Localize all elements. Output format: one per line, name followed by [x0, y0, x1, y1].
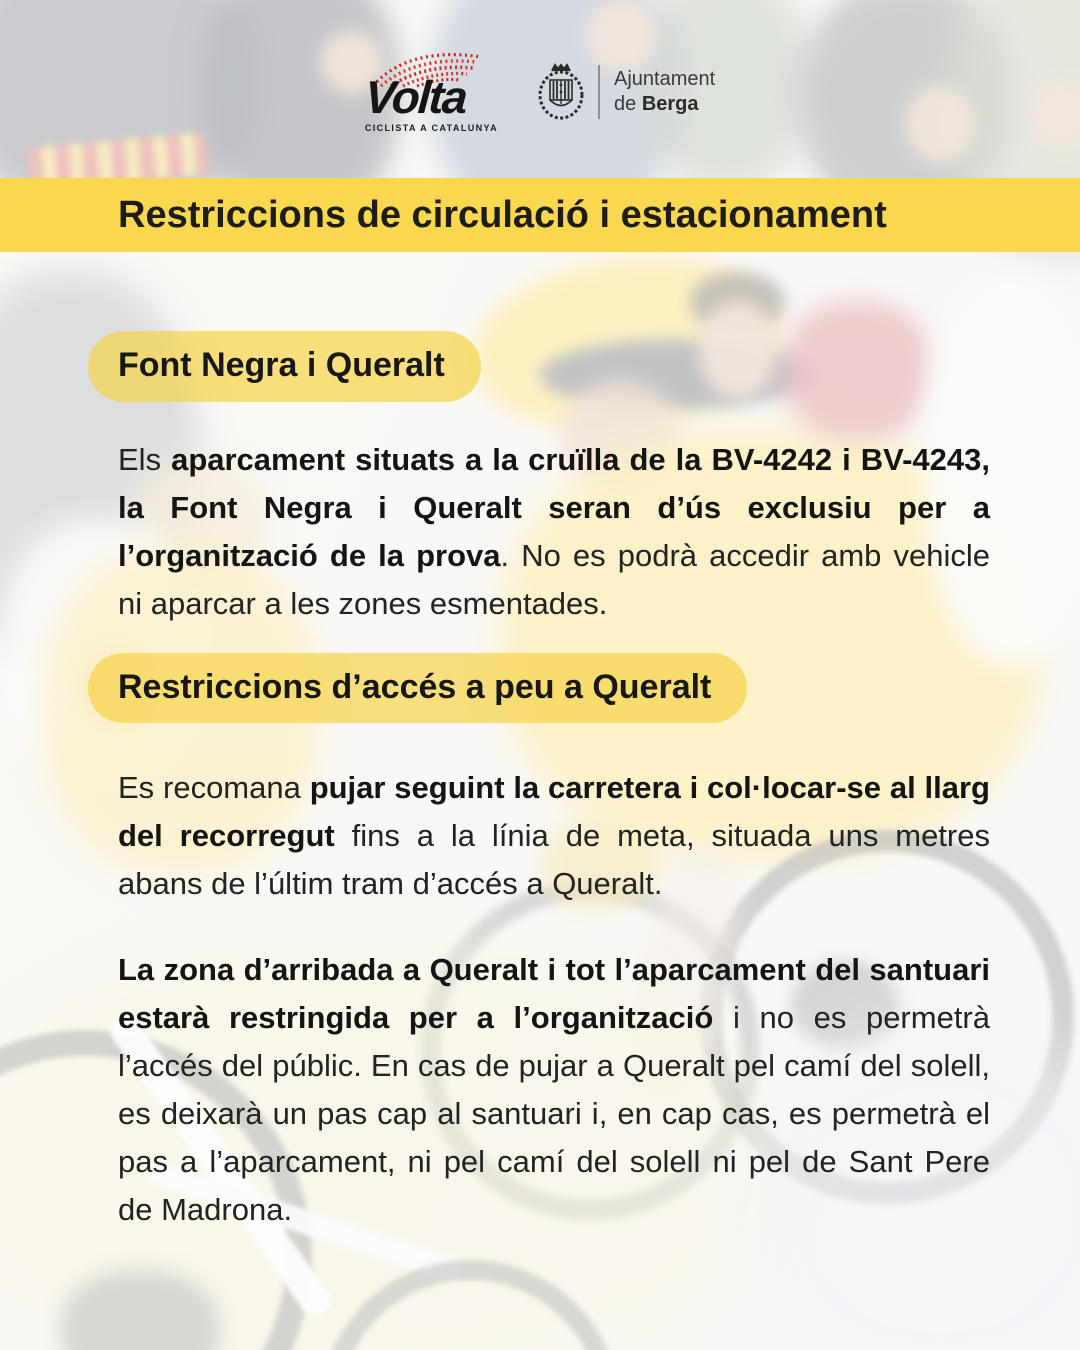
- page-title: Restriccions de circulació i estacionament: [118, 194, 887, 236]
- header-logos: [0, 50, 1080, 133]
- berga-line2-prefix: de: [614, 92, 642, 115]
- paragraph-recomanacio: Es recomana pujar seguint la carretera i col·locar-se al llarg del recorregut fins a la línia de meta, situada uns metres abans de l’últim tram d’accés a Queralt.: [118, 770, 990, 901]
- berga-line2-bold: Berga: [641, 92, 699, 115]
- title-banner: [0, 178, 1080, 252]
- berga-crest-icon: [536, 63, 586, 121]
- section-heading-pill-font-negra: [88, 331, 481, 402]
- berga-line1: Ajuntament: [614, 67, 716, 90]
- content: [0, 252, 1080, 1234]
- section-heading: Font Negra i Queralt: [118, 346, 445, 384]
- paragraph-zona-arribada: La zona d’arribada a Queralt i tot l’aparcament del santuari estarà restringida per a l’organització i no es permetrà l’accés del públic. En cas de pujar a Queralt pel camí del solell, es deixarà un pas cap al santuari i, en cap cas, es permetrà el pas a l’aparcament, ni pel camí del solell ni pel de Sant Pere de Madrona.: [118, 952, 990, 1227]
- logo-divider: [598, 65, 600, 119]
- berga-text: [614, 67, 715, 117]
- section-heading: Restriccions d’accés a peu a Queralt: [118, 667, 712, 706]
- volta-logo: [365, 50, 500, 133]
- paragraph-aparcaments: Els aparcament situats a la cruïlla de la BV-4242 i BV-4243, la Font Negra i Queralt seran d’ús exclusiu per a l’organització de la prova. No es podrà accedir amb vehicle ni aparcar a les zones esmentades.: [118, 441, 990, 621]
- volta-subtitle: CICLISTA A CATALUNYA: [364, 123, 498, 133]
- volta-wordmark: Volta: [363, 71, 468, 123]
- berga-logo: [536, 63, 715, 121]
- section-heading-pill-acces-peu: [88, 653, 747, 724]
- berga-line2: [614, 92, 715, 117]
